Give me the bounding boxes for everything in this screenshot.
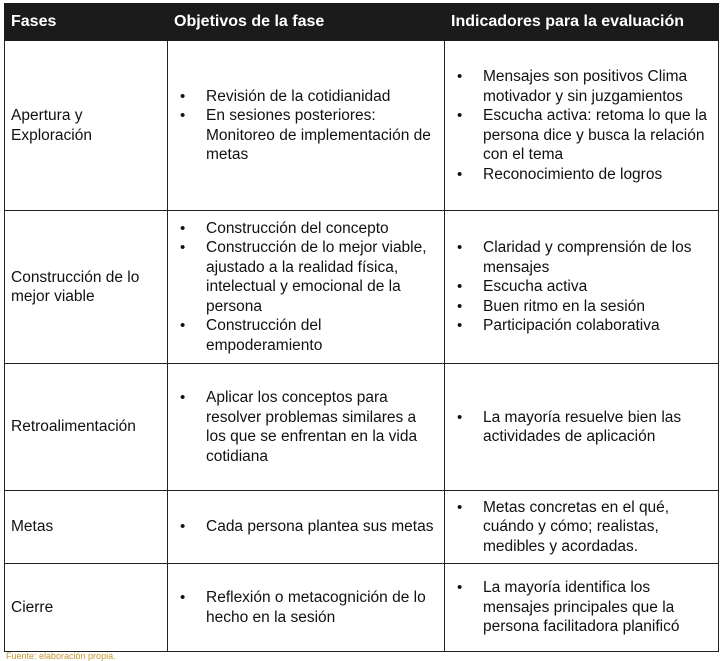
header-objetivos: Objetivos de la fase [168,4,445,41]
indicators-cell [445,211,719,364]
indicators-list [451,238,712,336]
indicators-list [451,67,712,184]
list-item: • Cada persona plantea sus metas [206,517,438,537]
indicators-cell [445,491,719,564]
table-row [5,491,719,564]
list-item: • Construcción de lo mejor viable, ajustado a la realidad física, intelectual y emocional de la persona [206,238,438,316]
objectives-list [174,219,438,356]
table-row [5,564,719,652]
objectives-list [174,588,438,627]
list-item: • Aplicar los conceptos para resolver problemas similares a los que se enfrentan en la vida cotidiana [206,388,438,466]
header-fases: Fases [5,4,168,41]
indicators-list [451,578,712,637]
list-item: • La mayoría identifica los mensajes principales que la persona facilitadora planificó [483,578,712,637]
list-item: • Claridad y comprensión de los mensajes [483,238,712,277]
source-footnote: Fuente: elaboración propia. [6,651,116,661]
list-item: • Construcción del empoderamiento [206,316,438,355]
phase-cell: Apertura y Exploración [5,41,168,211]
objectives-cell [168,41,445,211]
list-item: • Construcción del concepto [206,219,438,239]
list-item: • Mensajes son positivos Clima motivador y sin juzgamientos [483,67,712,106]
table-row [5,364,719,491]
header-indicadores: Indicadores para la evaluación [445,4,719,41]
objectives-cell [168,211,445,364]
list-item: • Escucha activa [483,277,712,297]
header-row [5,4,719,41]
list-item: • La mayoría resuelve bien las actividades de aplicación [483,408,712,447]
list-item: • Reflexión o metacognición de lo hecho en la sesión [206,588,438,627]
list-item: • Metas concretas en el qué, cuándo y cómo; realistas, medibles y acordadas. [483,498,712,557]
objectives-cell [168,364,445,491]
objectives-cell [168,491,445,564]
list-item: • Participación colaborativa [483,316,712,336]
list-item: • Escucha activa: retoma lo que la persona dice y busca la relación con el tema [483,106,712,165]
table-row [5,211,719,364]
indicators-cell [445,364,719,491]
phase-cell: Retroalimentación [5,364,168,491]
phase-cell: Metas [5,491,168,564]
objectives-cell [168,564,445,652]
list-item: • Buen ritmo en la sesión [483,297,712,317]
phase-cell: Construcción de lo mejor viable [5,211,168,364]
indicators-cell [445,564,719,652]
indicators-cell [445,41,719,211]
indicators-list [451,498,712,557]
table-row [5,41,719,211]
phases-table [4,3,719,652]
list-item: • Revisión de la cotidianidad [206,87,438,107]
list-item: • En sesiones posteriores: Monitoreo de implementación de metas [206,106,438,165]
objectives-list [174,517,438,537]
objectives-list [174,388,438,466]
objectives-list [174,87,438,165]
phase-cell: Cierre [5,564,168,652]
indicators-list [451,408,712,447]
list-item: • Reconocimiento de logros [483,165,712,185]
